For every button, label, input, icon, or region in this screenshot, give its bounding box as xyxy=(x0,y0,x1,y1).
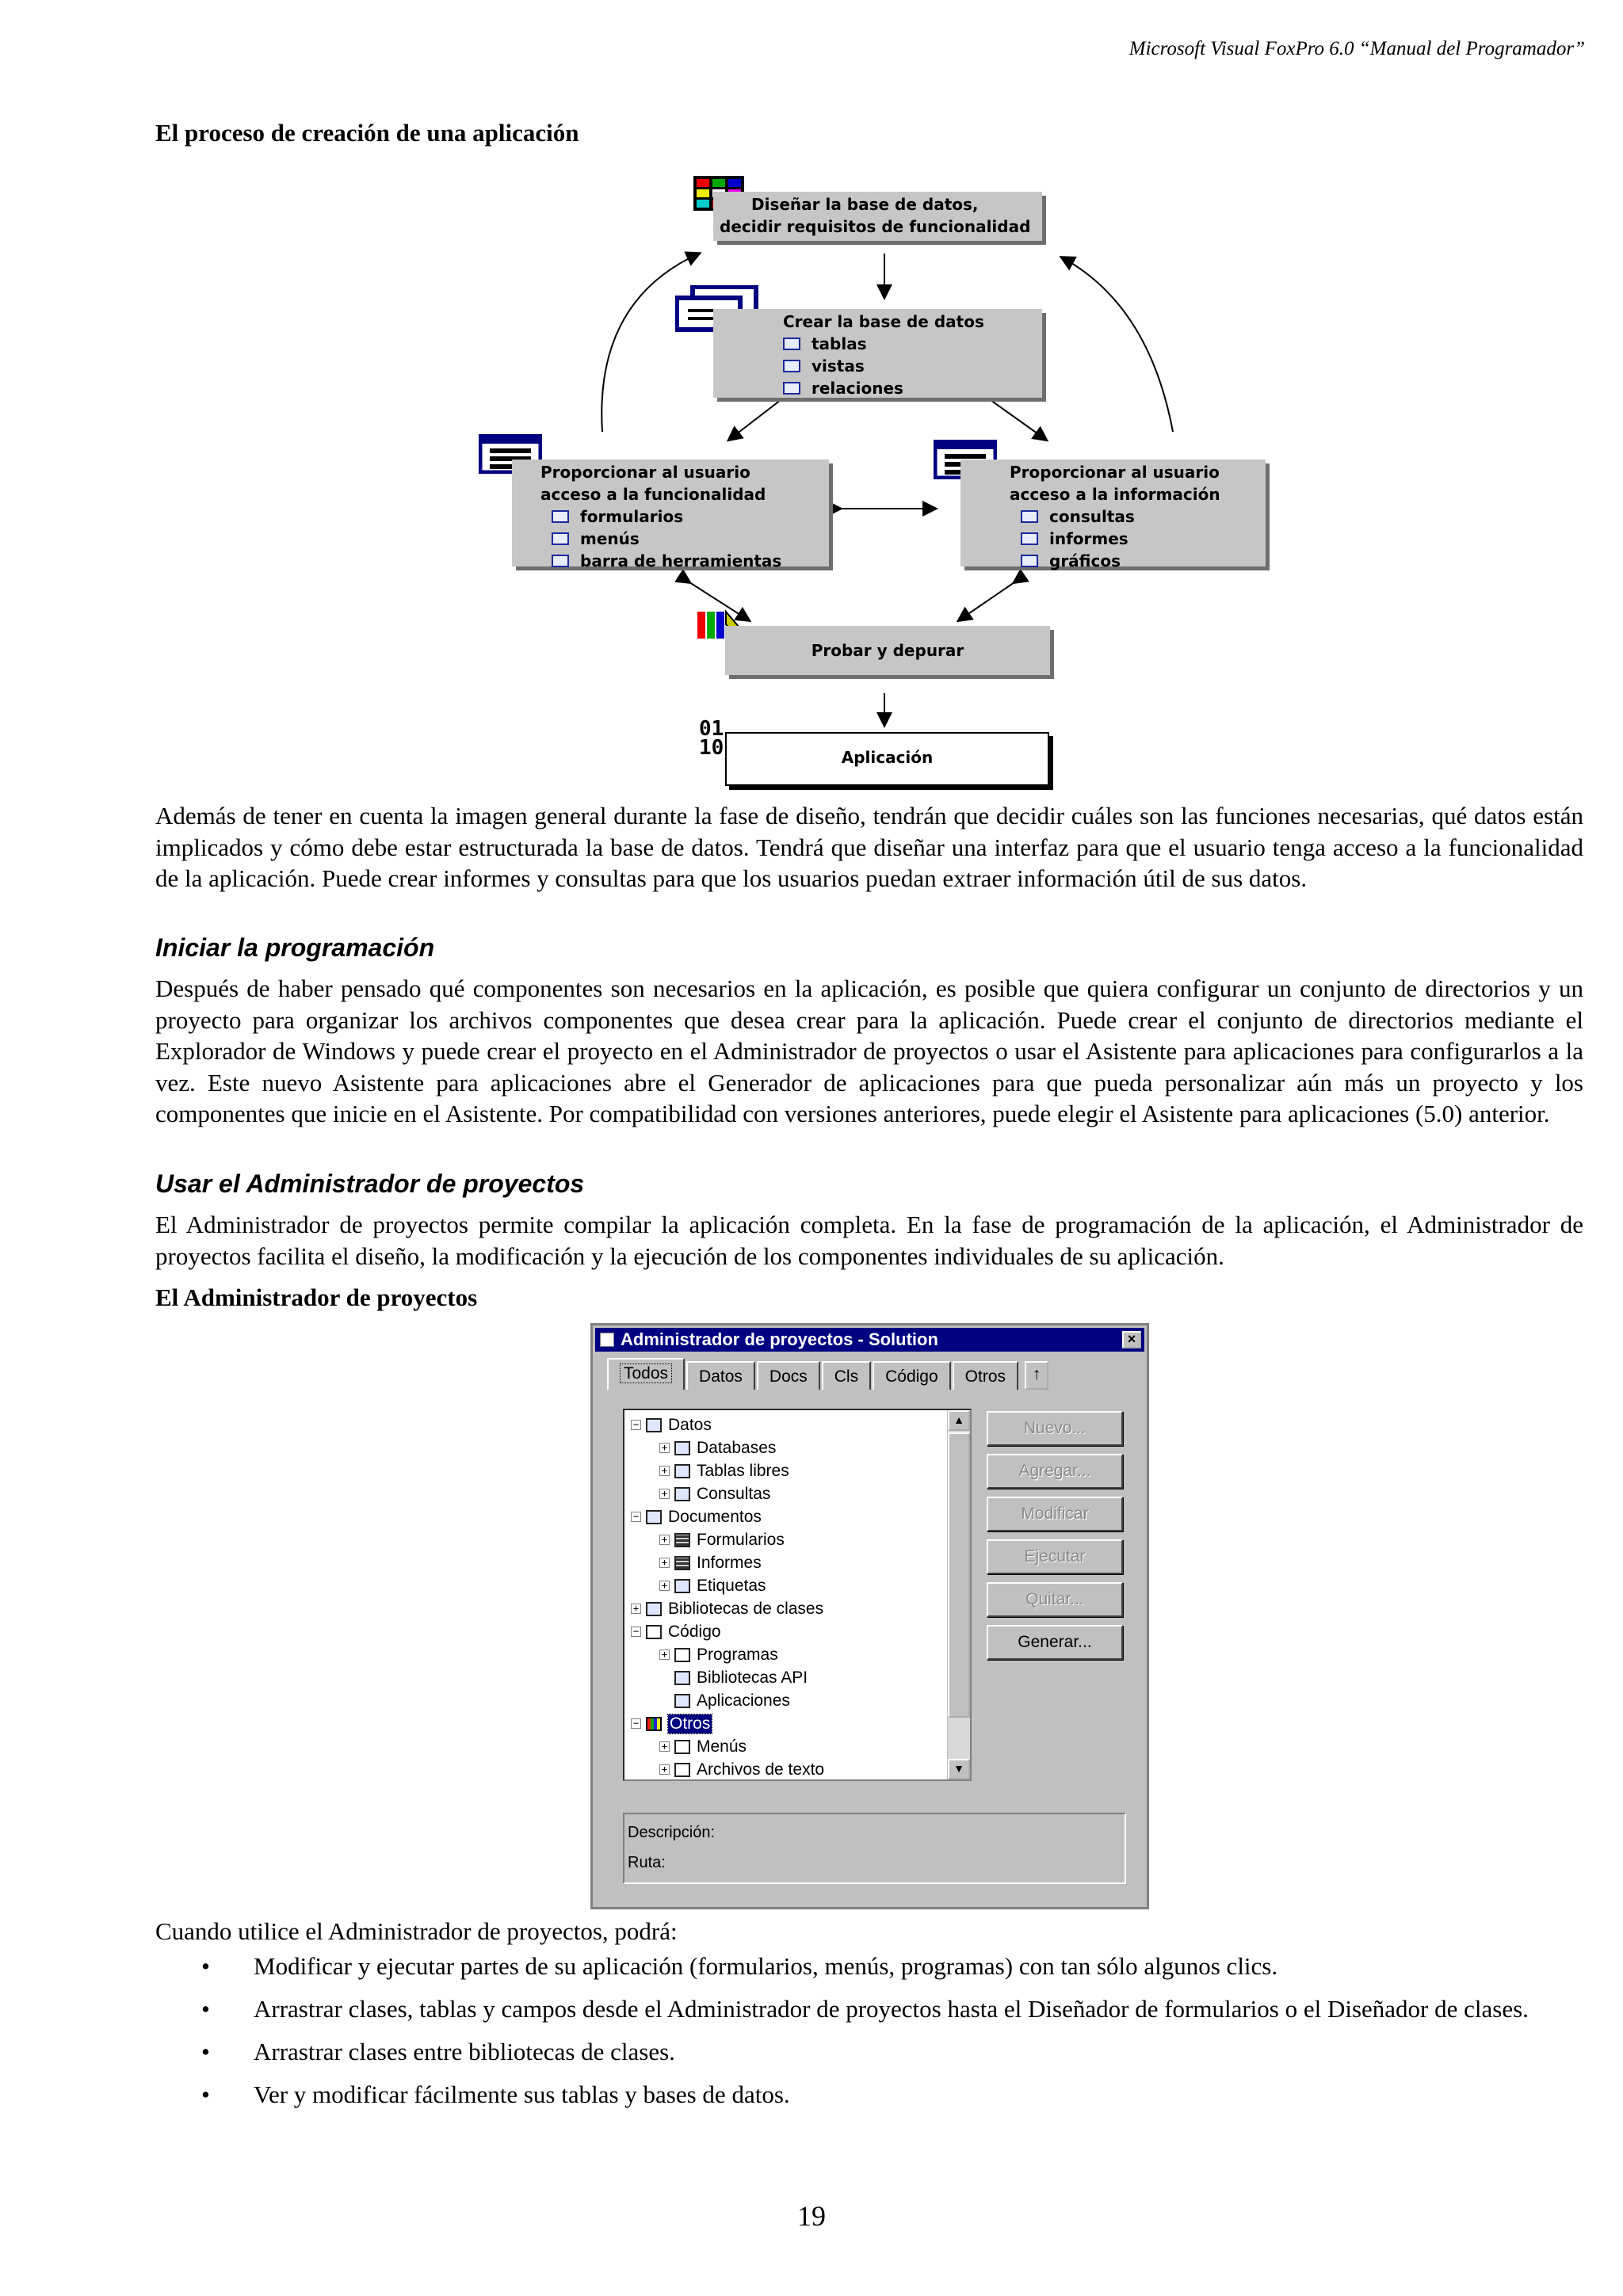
bullet-item xyxy=(155,1993,1583,2025)
bullet-icon: • xyxy=(201,2038,210,2065)
bullet-text: Arrastrar clases, tablas y campos desde el Administrador de proyectos hasta el Diseñador de formularios o el Diseñador de clases. xyxy=(254,1995,1529,2023)
tree-node-label: Databases xyxy=(697,1438,777,1457)
running-header: Microsoft Visual FoxPro 6.0 “Manual del Programador” xyxy=(1128,38,1585,59)
tree-node-label: Bibliotecas de clases xyxy=(668,1599,824,1618)
tree-scrollbar[interactable] xyxy=(947,1410,970,1779)
tree-node[interactable] xyxy=(659,1459,789,1482)
tree-node[interactable] xyxy=(659,1666,808,1689)
tab-cls[interactable]: Cls xyxy=(822,1361,871,1390)
tree-node[interactable] xyxy=(659,1735,747,1758)
tree-node-label: Documentos xyxy=(668,1507,762,1526)
process-diagram xyxy=(468,166,1268,800)
form-icon xyxy=(552,510,569,523)
design-database-box xyxy=(713,192,1042,241)
api-icon xyxy=(674,1671,690,1685)
expand-icon[interactable]: + xyxy=(659,1443,670,1453)
collapse-icon[interactable]: − xyxy=(631,1627,641,1637)
design-database-line1: Diseñar la base de datos, xyxy=(751,195,979,214)
tree-node[interactable] xyxy=(659,1689,790,1712)
db-item-relations: relaciones xyxy=(783,377,1042,399)
tree-node[interactable] xyxy=(659,1574,766,1597)
app-icon xyxy=(674,1694,690,1708)
tree-node-label: Consultas xyxy=(697,1484,771,1503)
expand-icon[interactable]: + xyxy=(659,1650,670,1660)
tree-node[interactable] xyxy=(659,1482,770,1505)
collapse-icon[interactable]: − xyxy=(631,1420,641,1430)
func-item-menus: menús xyxy=(540,528,829,550)
bullet-icon: • xyxy=(201,1995,210,2023)
functionality-line2: acceso a la funcionalidad xyxy=(540,485,766,504)
tree-node[interactable] xyxy=(659,1528,785,1551)
tree-node-label: Tablas libres xyxy=(697,1461,789,1480)
tree-node-label: Formularios xyxy=(697,1530,785,1549)
tab-otros[interactable]: Otros xyxy=(953,1361,1018,1390)
expand-icon[interactable]: + xyxy=(659,1535,670,1545)
test-debug-box: Probar y depurar xyxy=(725,626,1050,675)
relation-icon xyxy=(783,382,800,395)
expand-icon[interactable]: + xyxy=(659,1741,670,1752)
menu-icon xyxy=(552,532,569,545)
tree-node-label: Bibliotecas API xyxy=(697,1668,808,1687)
run-button[interactable]: Ejecutar xyxy=(987,1539,1123,1574)
tree-node[interactable] xyxy=(659,1758,824,1781)
bullet-item xyxy=(155,2036,1583,2068)
expand-icon[interactable]: + xyxy=(659,1581,670,1591)
page-number: 19 xyxy=(797,2200,826,2232)
tree-node-label: Otros xyxy=(670,1714,711,1733)
tree-node-label: Programas xyxy=(697,1645,778,1664)
info-item-graphs: gráficos xyxy=(1010,550,1266,572)
db-item-tables: tablas xyxy=(783,333,1042,355)
close-button[interactable]: × xyxy=(1122,1331,1141,1348)
tree-node-label: Aplicaciones xyxy=(697,1691,790,1710)
functionality-line1: Proporcionar al usuario xyxy=(540,463,750,482)
create-database-box xyxy=(713,309,1042,398)
toolbar-icon xyxy=(552,555,569,567)
binary-line2: 10 xyxy=(699,736,724,760)
window-app-icon xyxy=(600,1333,614,1347)
user-information-box xyxy=(960,460,1266,570)
tab-strip xyxy=(607,1361,1048,1390)
menu-icon xyxy=(674,1740,690,1754)
query-icon xyxy=(674,1487,690,1501)
tab-todos[interactable]: Todos xyxy=(607,1358,685,1390)
paragraph-can-do: Cuando utilice el Administrador de proyectos, podrá: xyxy=(155,1917,678,1945)
information-line1: Proporcionar al usuario xyxy=(1010,463,1220,482)
expand-icon[interactable]: + xyxy=(659,1764,670,1775)
user-functionality-box xyxy=(512,460,829,570)
tree-node-label: Etiquetas xyxy=(697,1576,766,1595)
func-item-toolbar: barra de herramientas xyxy=(540,550,829,572)
tab-datos[interactable]: Datos xyxy=(686,1361,755,1390)
section-heading-use-project-manager: Usar el Administrador de proyectos xyxy=(155,1169,585,1198)
info-item-reports: informes xyxy=(1010,528,1266,550)
bullet-text: Modificar y ejecutar partes de su aplicación (formularios, menús, programas) con tan sólo algunos clics. xyxy=(254,1952,1278,1980)
collapse-icon[interactable]: − xyxy=(631,1718,641,1729)
tree-node-label: Informes xyxy=(697,1553,762,1572)
tree-node[interactable] xyxy=(631,1620,721,1643)
text-icon xyxy=(674,1763,690,1777)
figure-caption-project-manager: El Administrador de proyectos xyxy=(155,1283,478,1311)
tree-node-label: Código xyxy=(668,1622,721,1641)
func-item-forms: formularios xyxy=(540,505,829,528)
modify-button[interactable]: Modificar xyxy=(987,1497,1123,1531)
create-database-title: Crear la base de datos xyxy=(783,312,984,331)
scroll-thumb[interactable] xyxy=(948,1432,970,1718)
label-icon xyxy=(674,1579,690,1593)
section-heading-start-programming: Iniciar la programación xyxy=(155,933,435,962)
bullet-text: Arrastrar clases entre bibliotecas de clases. xyxy=(254,2038,675,2065)
project-tree[interactable] xyxy=(623,1409,972,1781)
window-titlebar[interactable] xyxy=(595,1328,1144,1352)
form-icon xyxy=(674,1533,690,1547)
tree-node[interactable] xyxy=(659,1643,778,1666)
project-manager-window xyxy=(590,1323,1149,1909)
docs-icon xyxy=(646,1510,662,1524)
query-icon xyxy=(1021,510,1038,523)
report-icon xyxy=(674,1556,690,1570)
data-icon xyxy=(646,1418,662,1432)
information-line2: acceso a la información xyxy=(1010,485,1220,504)
bullet-item xyxy=(155,2079,1583,2111)
paragraph-project-manager: El Administrador de proyectos permite compilar la aplicación completa. En la fase de programación de la aplicación, el Administrador de proyectos facilita el diseño, la modificación y la ejecución de los componentes individuales de su aplicación. xyxy=(155,1211,1583,1270)
tree-node[interactable] xyxy=(631,1597,823,1620)
section-heading-process: El proceso de creación de una aplicación xyxy=(155,119,579,147)
tree-node-label: Menús xyxy=(697,1737,747,1756)
description-label: Descripción: xyxy=(628,1824,716,1841)
program-icon xyxy=(674,1648,690,1662)
paragraph-overview: Además de tener en cuenta la imagen general durante la fase de diseño, tendrán que decidir cuáles son las funciones necesarias, qué datos están implicados y cómo debe estar estructurada la base de datos. Tendrá que diseñar una interfaz para que el usuario tenga acceso a la funcionalidad de la aplicación. Puede crear informes y consultas para que los usuarios puedan extraer información útil de sus datos. xyxy=(155,802,1583,892)
view-icon xyxy=(783,360,800,372)
build-button[interactable]: Generar... xyxy=(987,1625,1123,1660)
db-item-views: vistas xyxy=(783,355,1042,377)
other-icon xyxy=(646,1717,662,1731)
db-icon xyxy=(674,1441,690,1455)
expand-icon[interactable]: + xyxy=(659,1466,670,1476)
tree-node-label: Datos xyxy=(668,1415,712,1434)
tree-node-label: Archivos de texto xyxy=(697,1760,825,1779)
collapse-icon[interactable]: − xyxy=(631,1512,641,1522)
add-button[interactable]: Agregar... xyxy=(987,1454,1123,1489)
tree-node[interactable] xyxy=(659,1551,762,1574)
window-title: Administrador de proyectos - Solution xyxy=(621,1329,938,1349)
code-icon xyxy=(646,1625,662,1639)
tree-node[interactable] xyxy=(631,1413,712,1436)
info-item-queries: consultas xyxy=(1010,505,1266,528)
new-button[interactable]: Nuevo... xyxy=(987,1411,1123,1446)
table-icon xyxy=(674,1464,690,1478)
tree-spacer xyxy=(659,1672,670,1683)
capabilities-list xyxy=(155,1951,1583,2122)
scroll-down-icon[interactable]: ▼ xyxy=(948,1759,970,1779)
tab-codigo[interactable]: Código xyxy=(873,1361,951,1390)
description-panel xyxy=(623,1813,1126,1884)
bullet-icon: • xyxy=(201,2081,210,2108)
tab-docs[interactable]: Docs xyxy=(757,1361,820,1390)
design-database-line2: decidir requisitos de funcionalidad xyxy=(720,217,1031,236)
collapse-arrow-icon[interactable]: ↑ xyxy=(1025,1361,1048,1390)
expand-icon[interactable]: + xyxy=(659,1489,670,1499)
bullet-text: Ver y modificar fácilmente sus tablas y bases de datos. xyxy=(254,2081,790,2108)
report-icon xyxy=(1021,532,1038,545)
tree-node[interactable] xyxy=(631,1505,762,1528)
remove-button[interactable]: Quitar... xyxy=(987,1582,1123,1617)
classlib-icon xyxy=(646,1602,662,1616)
tree-node[interactable] xyxy=(659,1436,776,1459)
scroll-up-icon[interactable]: ▲ xyxy=(948,1410,970,1431)
tree-node[interactable] xyxy=(631,1712,712,1735)
paragraph-start-programming: Después de haber pensado qué componentes son necesarios en la aplicación, es posible que quiera configurar un conjunto de directorios y un proyecto para organizar los archivos componentes que desea crear para la aplicación. Puede crear el conjunto de directorios mediante el Explorador de Windows y puede crear el proyecto en el Administrador de proyectos o usar el Asistente para aplicaciones para configurarlos a la vez. Este nuevo Asistente para aplicaciones abre el Generador de aplicaciones para que pueda personalizar aún más un proyecto y los componentes que inicie en el Asistente. Por compatibilidad con versiones anteriores, puede elegir el Asistente para aplicaciones (5.0) anterior. xyxy=(155,974,1583,1127)
graph-icon xyxy=(1021,555,1038,567)
table-icon xyxy=(783,338,800,350)
bullet-icon: • xyxy=(201,1952,210,1980)
binary-line1: 01 xyxy=(699,717,724,741)
expand-icon[interactable]: + xyxy=(659,1558,670,1568)
application-box: Aplicación xyxy=(725,732,1049,786)
bullet-item xyxy=(155,1951,1583,1982)
expand-icon[interactable]: + xyxy=(631,1604,641,1614)
tree-spacer xyxy=(659,1695,670,1706)
path-label: Ruta: xyxy=(628,1854,666,1871)
